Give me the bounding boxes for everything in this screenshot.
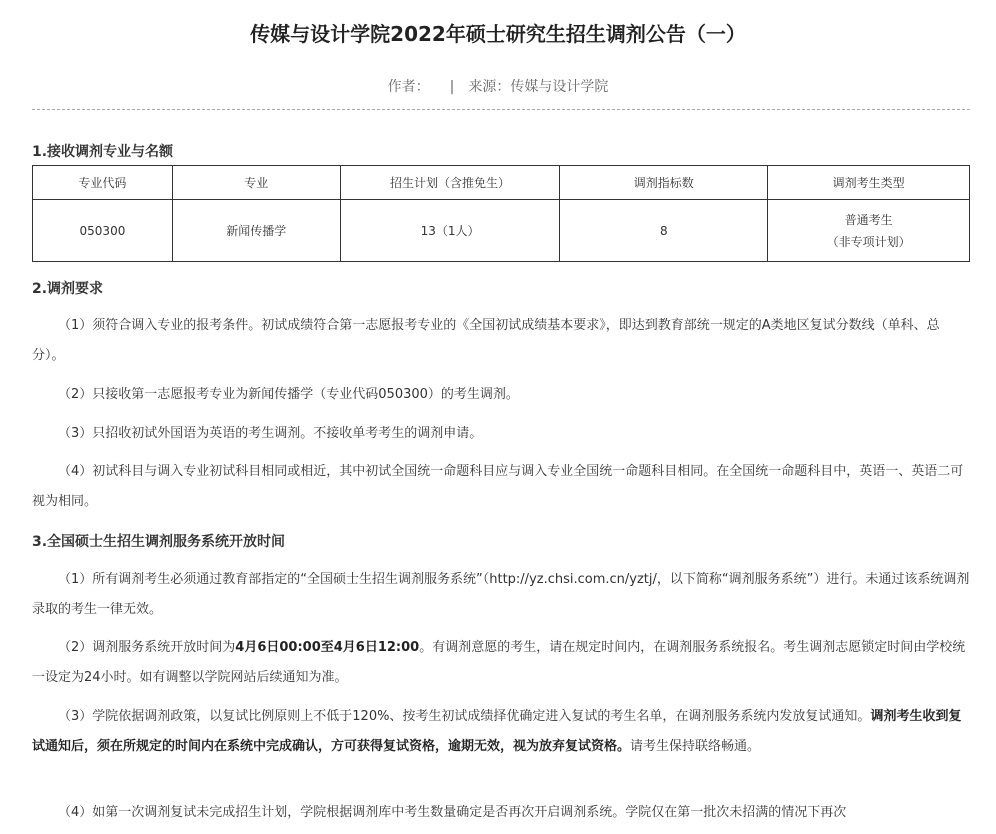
cell-major: 新闻传播学 (172, 200, 340, 262)
cell-type (768, 200, 970, 262)
system-note-3-end: 请考生保持联络畅通。 (630, 739, 761, 754)
source-label: 来源： (468, 79, 511, 95)
header-type: 调剂考生类型 (768, 166, 970, 200)
system-note-3-start: （3）学院依据调剂政策，以复试比例原则上不低于120%、按考生初试成绩择优确定进入复试的考生名单，在调剂服务系统内发放复试通知。 (58, 709, 871, 724)
header-major: 专业 (172, 166, 340, 200)
system-note-1: （1）所有调剂考生必须通过教育部指定的“全国硕士生招生调剂服务系统”（http://yz.chsi.com.cn/yztj/，以下简称“调剂服务系统”）进行。未通过该系统调剂录取的考生一律无效。 (32, 572, 970, 617)
requirement-4: （4）初试科目与调入专业初试科目相同或相近，其中初试全国统一命题科目应与调入专业全国统一命题科目相同。在全国统一命题科目中，英语一、英语二可视为相同。 (32, 464, 964, 509)
table-row (33, 200, 970, 262)
system-note-3-emphasis: 调剂考生收到复试通知后，须在所规定的时间内在系统中完成确认，方可获得复试资格，逾期无效，视为放弃复试资格。 (32, 709, 962, 754)
header-plan: 招生计划（含推免生） (340, 166, 560, 200)
cell-quota: 8 (560, 200, 768, 262)
header-quota: 调剂指标数 (560, 166, 768, 200)
header-code: 专业代码 (33, 166, 173, 200)
requirement-1: （1）须符合调入专业的报考条件。初试成绩符合第一志愿报考专业的《全国初试成绩基本要求》，即达到教育部统一规定的A类地区复试分数线（单科、总分）。 (32, 318, 940, 363)
cell-type-line1: 普通考生 (844, 212, 893, 227)
meta-separator: | (449, 79, 455, 95)
system-open-time: 4月6日00:00至4月6日12:00 (235, 640, 420, 655)
section-heading-system-time: 3.全国硕士生招生调剂服务系统开放时间 (32, 534, 286, 550)
header-divider (32, 109, 970, 110)
article-title: 传媒与设计学院2022年硕士研究生招生调剂公告（一） (250, 22, 746, 46)
requirement-2: （2）只接收第一志愿报考专业为新闻传播学（专业代码050300）的考生调剂。 (58, 387, 519, 402)
cell-type-line2: （非专项计划） (826, 234, 911, 249)
article-meta (0, 76, 996, 96)
system-note-4: （4）如第一次调剂复试未完成招生计划，学院根据调剂库中考生数量确定是否再次开启调剂系统。学院仅在第一批次未招满的情况下再次 (58, 805, 847, 820)
cell-plan: 13（1人） (340, 200, 560, 262)
system-note-3 (32, 702, 970, 762)
requirement-3: （3）只招收初试外国语为英语的考生调剂。不接收单考考生的调剂申请。 (58, 426, 483, 441)
system-note-2-start: （2）调剂服务系统开放时间为 (58, 640, 236, 655)
cell-code: 050300 (33, 200, 173, 262)
system-note-2 (32, 633, 970, 693)
table-header-row (33, 166, 970, 200)
author-label: 作者： (387, 79, 430, 95)
system-note-2-end: 。有调剂意愿的考生，请在规定时间内，在调剂服务系统报名。考生调剂志愿锁定时间由学校统一设定为24小时。如有调整以学院网站后续通知为准。 (32, 640, 966, 685)
quota-table (32, 165, 970, 262)
section-heading-requirements: 2.调剂要求 (32, 281, 104, 297)
source-value: 传媒与设计学院 (510, 79, 609, 95)
section-heading-quota: 1.接收调剂专业与名额 (32, 144, 174, 160)
